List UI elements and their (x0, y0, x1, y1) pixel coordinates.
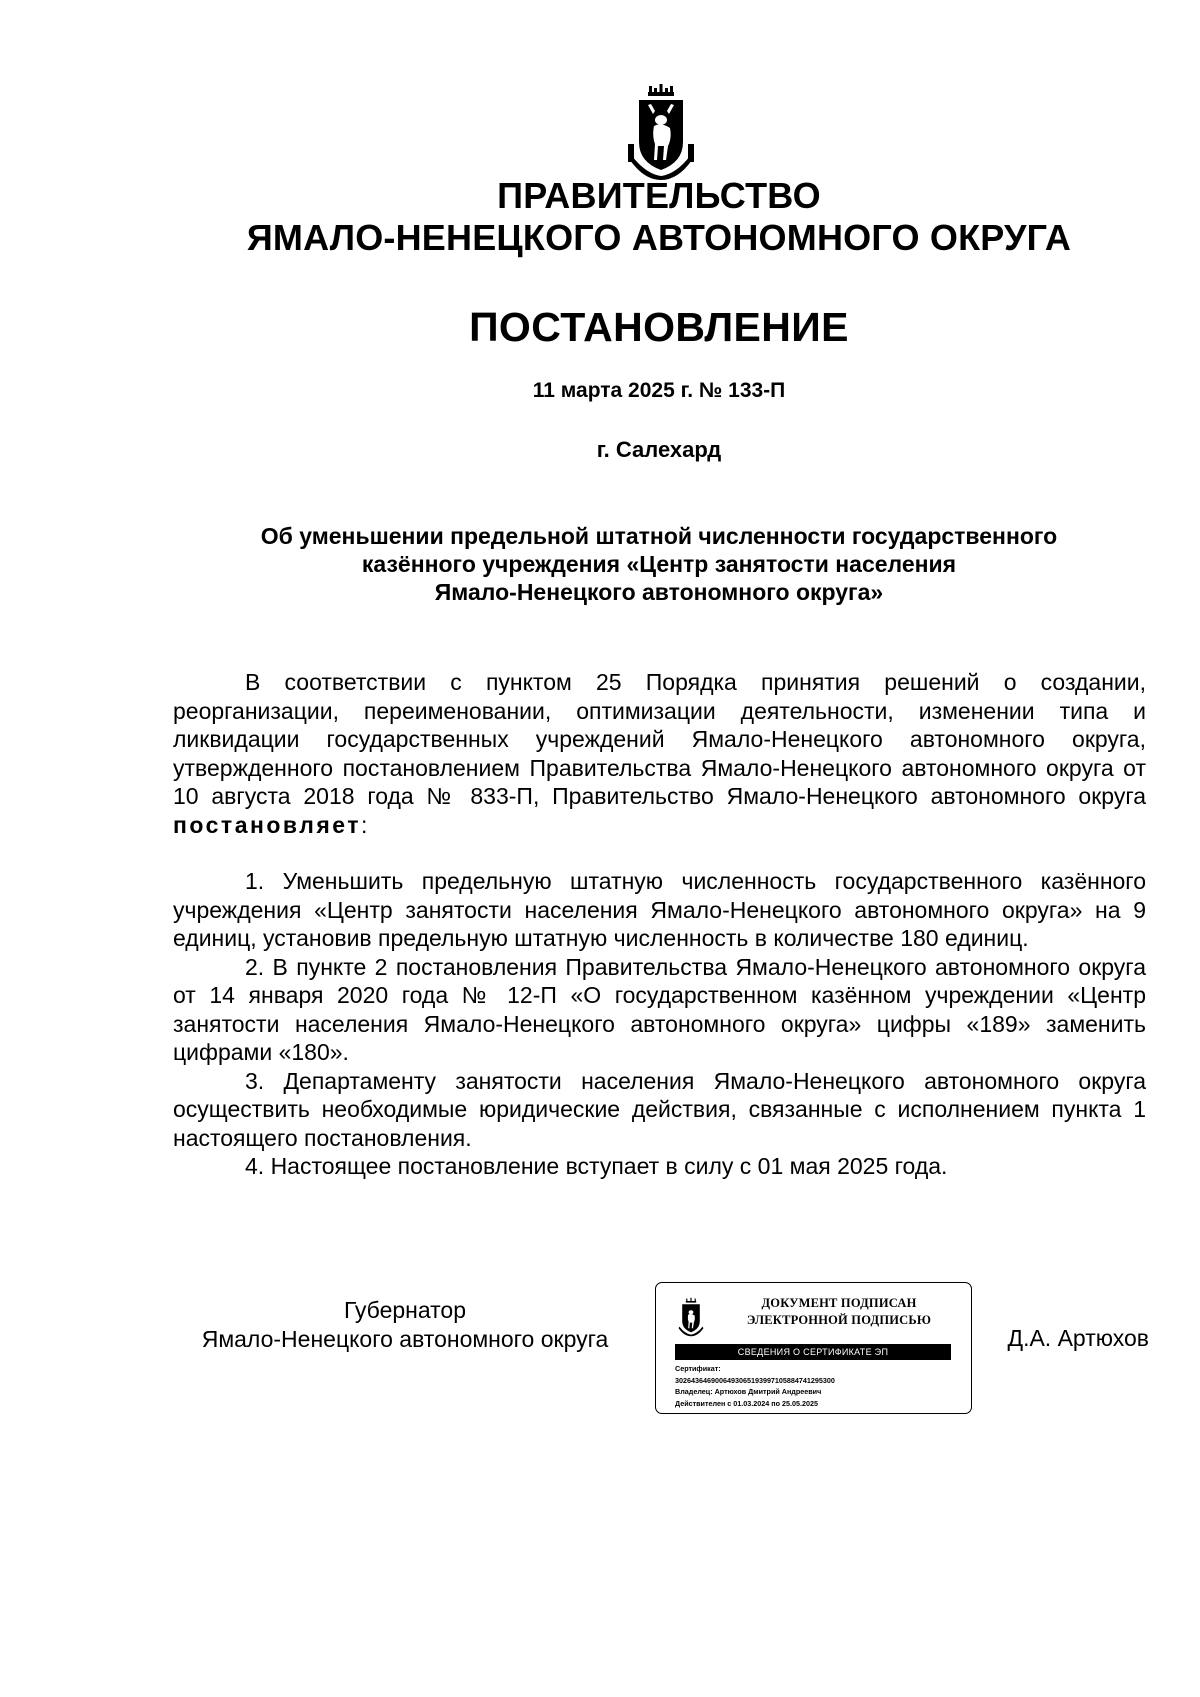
stamp-details (675, 1363, 965, 1409)
signatory-region: Ямало-Ненецкого автономного округа (201, 1325, 609, 1352)
certificate-label: Сертификат: (675, 1364, 721, 1373)
decree-item: 4. Настоящее постановление вступает в силу с 01 мая 2025 года. (245, 1153, 948, 1179)
stamp-certificate-bar: СВЕДЕНИЯ О СЕРТИФИКАТЕ ЭП (675, 1344, 951, 1360)
certificate-owner: Владелец: Артюхов Дмитрий Андреевич (675, 1387, 822, 1396)
e-signature-stamp (655, 1282, 972, 1414)
stamp-header-line: ДОКУМЕНТ ПОДПИСАН (761, 1296, 917, 1310)
subject-line: казённого учреждения «Центр занятости населения (361, 551, 957, 577)
document-city: г. Салехард (596, 437, 722, 462)
subject-line: Ямало-Ненецкого автономного округа» (434, 579, 884, 605)
coat-of-arms-icon (626, 84, 696, 180)
decree-item: 3. Департаменту занятости населения Ямало-Ненецкого автономного округа осуществить необходимые юридические действия, связанные с исполнением пункта 1 настоящего постановления. (173, 1067, 1146, 1151)
certificate-validity: Действителен с 01.03.2024 по 25.05.2025 (675, 1398, 818, 1408)
signatory-title (170, 1296, 640, 1353)
decree-word: постановляет (173, 811, 362, 838)
stamp-header (714, 1295, 964, 1329)
document-type: ПОСТАНОВЛЕНИЕ (469, 304, 849, 350)
certificate-serial: 3026436469006493065193997105884741295300 (675, 1375, 835, 1385)
preamble (173, 668, 1146, 839)
decree-item: 2. В пункте 2 постановления Правительства Ямало-Ненецкого автономного округа от 14 января 2020 года № 12-П «О государственном казённом учреждении «Центр занятости населения Ямало-Ненецкого автономного округа» цифры «189» заменить цифрами «180». (173, 953, 1146, 1065)
organization-region: ЯМАЛО-НЕНЕЦКОГО АВТОНОМНОГО ОКРУГА (246, 217, 1072, 258)
stamp-header-line: ЭЛЕКТРОННОЙ ПОДПИСЬЮ (746, 1313, 932, 1327)
subject-line: Об уменьшении предельной штатной численности государственного (260, 523, 1058, 549)
preamble-ending: : (361, 811, 368, 838)
stamp-coat-of-arms-icon (677, 1297, 705, 1337)
document-subject (170, 522, 1148, 606)
preamble-paragraph (173, 668, 1146, 839)
decree-item: 1. Уменьшить предельную штатную численность государственного казённого учреждения «Центр занятости населения Ямало-Ненецкого автономного округа» на 9 единиц, установив предельную штатную численность в количестве 180 единиц. (173, 868, 1146, 951)
organization-title: ПРАВИТЕЛЬСТВО (497, 175, 821, 216)
document-date-number: 11 марта 2025 г. № 133-П (532, 379, 786, 402)
decree-items (173, 867, 1146, 1181)
signatory-position: Губернатор (343, 1297, 467, 1323)
preamble-text: В соответствии с пунктом 25 Порядка принятия решений о создании, реорганизации, переименовании, оптимизации деятельности, изменении типа и ликвидации государственных учреждений Ямало-Ненецкого автономного округа, утвержденного постановлением Правительства Ямало-Ненецкого автономного округа от 10 августа 2018 года № 833-П, Правительство Ямало-Ненецкого автономного округа (173, 669, 1146, 809)
signatory-name: Д.А. Артюхов (1007, 1325, 1149, 1351)
